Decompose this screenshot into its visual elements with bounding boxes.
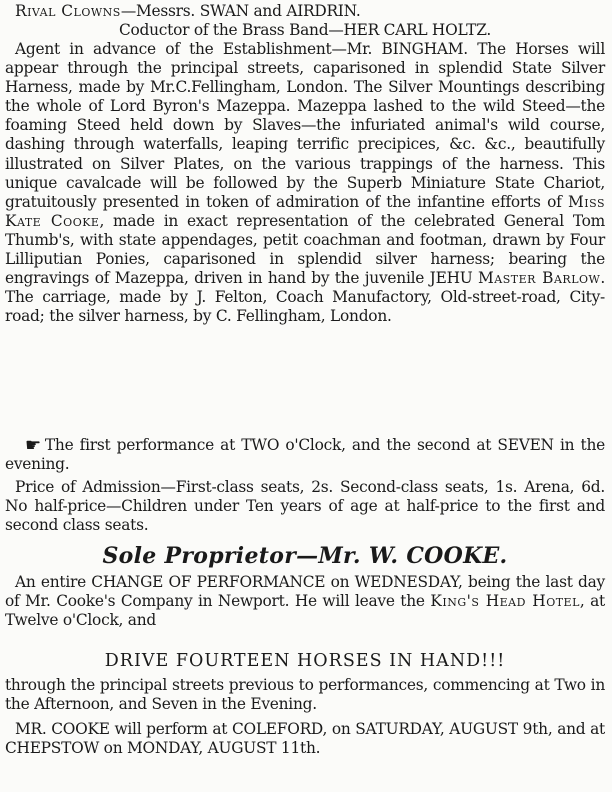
miss-kate-cooke-name: Miss Kate Cooke xyxy=(5,192,605,230)
change-of-performance xyxy=(5,573,605,630)
conductor-line: Coductor of the Brass Band—HER CARL HOLTZ. xyxy=(118,21,492,39)
change-text-1: An entire CHANGE OF PERFORMANCE on WEDNESDAY, being the last day of Mr. Cooke's Company in Newport. He will leave the xyxy=(5,573,605,611)
procession-text-2: , made in exact representation of the celebrated General Tom Thumb's, with state appendages, petit coachman and footman, drawn by Four Lilliputian Ponies, caparisoned in splendid silver harness; bearing the engravings of Mazeppa, driven in hand by the juvenile JEHU xyxy=(5,211,605,288)
procession-text-3: . The carriage, made by J. Felton, Coach Manufactory, Old-street-road, City-road; the silver harness, by C. Fellingham, London. xyxy=(5,269,605,326)
performance-times xyxy=(5,436,605,474)
master-barlow-name: Master Barlow xyxy=(478,269,601,288)
streets-paragraph: through the principal streets previous to performances, commencing at Two in the Afternoon, and Seven in the Evening. xyxy=(5,676,605,714)
change-text-2: , at Twelve o'Clock, and xyxy=(5,592,605,630)
admission-prices: Price of Admission—First-class seats, 2s. Second-class seats, 1s. Arena, 6d. No half-price—Children under Ten years of age at half-price to the first and second class seats. xyxy=(5,478,605,535)
performance-times-text: The first performance at TWO o'Clock, and the second at SEVEN in the evening. xyxy=(5,436,605,474)
rival-clowns-lead: Rival Clowns xyxy=(15,2,121,20)
kings-head-hotel-name: King's Head Hotel xyxy=(430,592,580,611)
procession-paragraph xyxy=(5,40,605,326)
coleford-chepstow-paragraph: MR. COOKE will perform at COLEFORD, on SATURDAY, AUGUST 9th, and at CHEPSTOW on MONDAY, AUGUST 11th. xyxy=(5,720,605,758)
rival-clowns-text: —Messrs. SWAN and AIRDRIN. xyxy=(120,2,361,20)
proprietor-heading: Sole Proprietor—Mr. W. COOKE. xyxy=(102,543,508,569)
pointing-hand-icon: ☛ xyxy=(25,435,41,456)
drive-fourteen-horses: DRIVE FOURTEEN HORSES IN HAND!!! xyxy=(104,651,506,671)
procession-text-1: Agent in advance of the Establishment—Mr. BINGHAM. The Horses will appear through the principal streets, caparisoned in splendid State Silver Harness, made by Mr.C.Fellingham, London. The Silver Mountings describing the whole of Lord Byron's Mazeppa. Mazeppa lashed to the wild Steed—the foaming Steed held down by Slaves—the infuriated animal's wild course, dashing through waterfalls, leaping terrific precipices, &c. &c., beautifully illustrated on Silver Plates, on the various trappings of the harness. This unique cavalcade will be followed by the Superb Miniature State Chariot, gratuitously presented in token of admiration of the infantine efforts of xyxy=(5,40,605,211)
rival-clowns-line xyxy=(5,2,605,21)
